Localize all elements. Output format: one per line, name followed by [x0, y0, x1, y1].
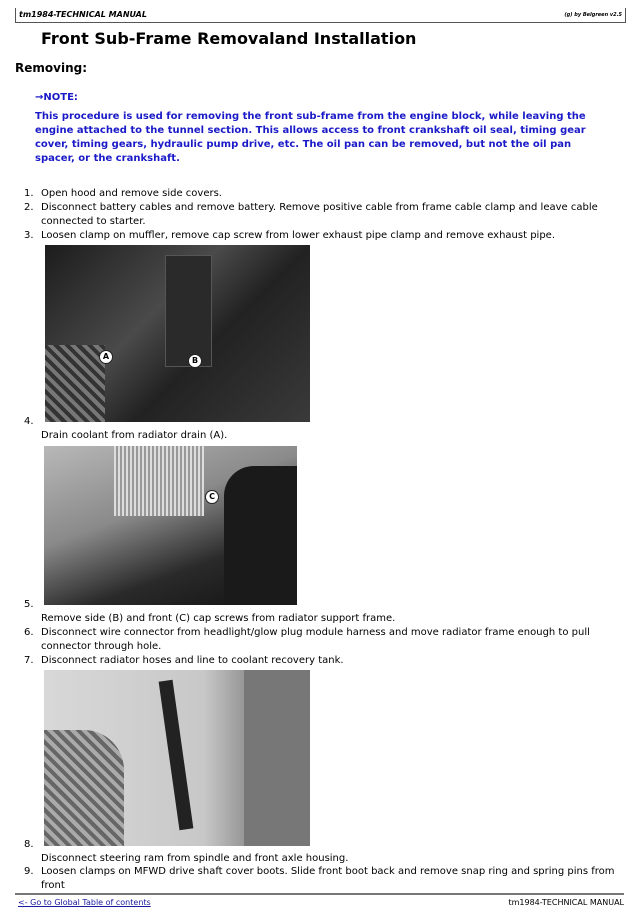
photo-steering-ram — [44, 670, 310, 846]
step-6 — [24, 626, 629, 654]
step-text: Disconnect battery cables and remove battery. Remove positive cable from frame cable clamp and leave cable connected to starter. — [41, 202, 598, 227]
photo-radiator-drain — [45, 245, 310, 422]
step-4 — [24, 415, 629, 429]
step-text: Disconnect radiator hoses and line to coolant recovery tank. — [41, 655, 344, 666]
note-text: This procedure is used for removing the front sub-frame from the engine block, while leaving the engine attached to the tunnel section. This allows access to front crankshaft oil seal, timing gear cover, timing gears, hydraulic pump drive, etc. The oil pan can be removed, but not the oil pan spacer, or the crankshaft. — [35, 111, 586, 164]
step-number: 5. — [24, 599, 34, 610]
step-9 — [24, 865, 629, 893]
section-heading: Removing: — [15, 61, 87, 75]
note-label: →NOTE: — [35, 92, 78, 103]
step-4-text: Drain coolant from radiator drain (A). — [41, 430, 228, 441]
callout-c: C — [205, 490, 219, 504]
step-5-text: Remove side (B) and front (C) cap screws from radiator support frame. — [41, 613, 396, 624]
step-8 — [24, 838, 629, 852]
photo-radiator-support — [44, 446, 297, 605]
step-number: 2. — [24, 202, 34, 213]
global-toc-link[interactable]: <- Go to Global Table of contents — [18, 898, 151, 907]
page-header — [15, 8, 626, 23]
step-number: 9. — [24, 866, 34, 877]
step-number: 7. — [24, 655, 34, 666]
callout-a: A — [99, 350, 113, 364]
step-1 — [24, 187, 629, 201]
footer-divider — [15, 893, 624, 895]
step-5 — [24, 598, 629, 612]
step-number: 4. — [24, 416, 34, 427]
step-text: Loosen clamps on MFWD drive shaft cover boots. Slide front boot back and remove snap ring and spring pins from front — [41, 866, 615, 891]
header-manual-title: tm1984-TECHNICAL MANUAL — [19, 10, 147, 19]
step-number: 8. — [24, 839, 34, 850]
step-text: Disconnect wire connector from headlight/glow plug module harness and move radiator frame enough to pull connector through hole. — [41, 627, 590, 652]
step-8-text: Disconnect steering ram from spindle and front axle housing. — [41, 853, 349, 864]
step-7 — [24, 654, 629, 668]
step-number: 1. — [24, 188, 34, 199]
step-number: 3. — [24, 230, 34, 241]
step-number: 6. — [24, 627, 34, 638]
step-2 — [24, 201, 629, 229]
page-title: Front Sub-Frame Removaland Installation — [41, 29, 417, 48]
step-text: Loosen clamp on muffler, remove cap screw from lower exhaust pipe clamp and remove exhaust pipe. — [41, 230, 556, 241]
callout-b: B — [188, 354, 202, 368]
step-text: Open hood and remove side covers. — [41, 188, 222, 199]
step-3 — [24, 229, 629, 243]
footer-manual-title: tm1984-TECHNICAL MANUAL — [508, 898, 624, 907]
header-credit: (g) by Belgreen v2.5 — [564, 12, 622, 18]
